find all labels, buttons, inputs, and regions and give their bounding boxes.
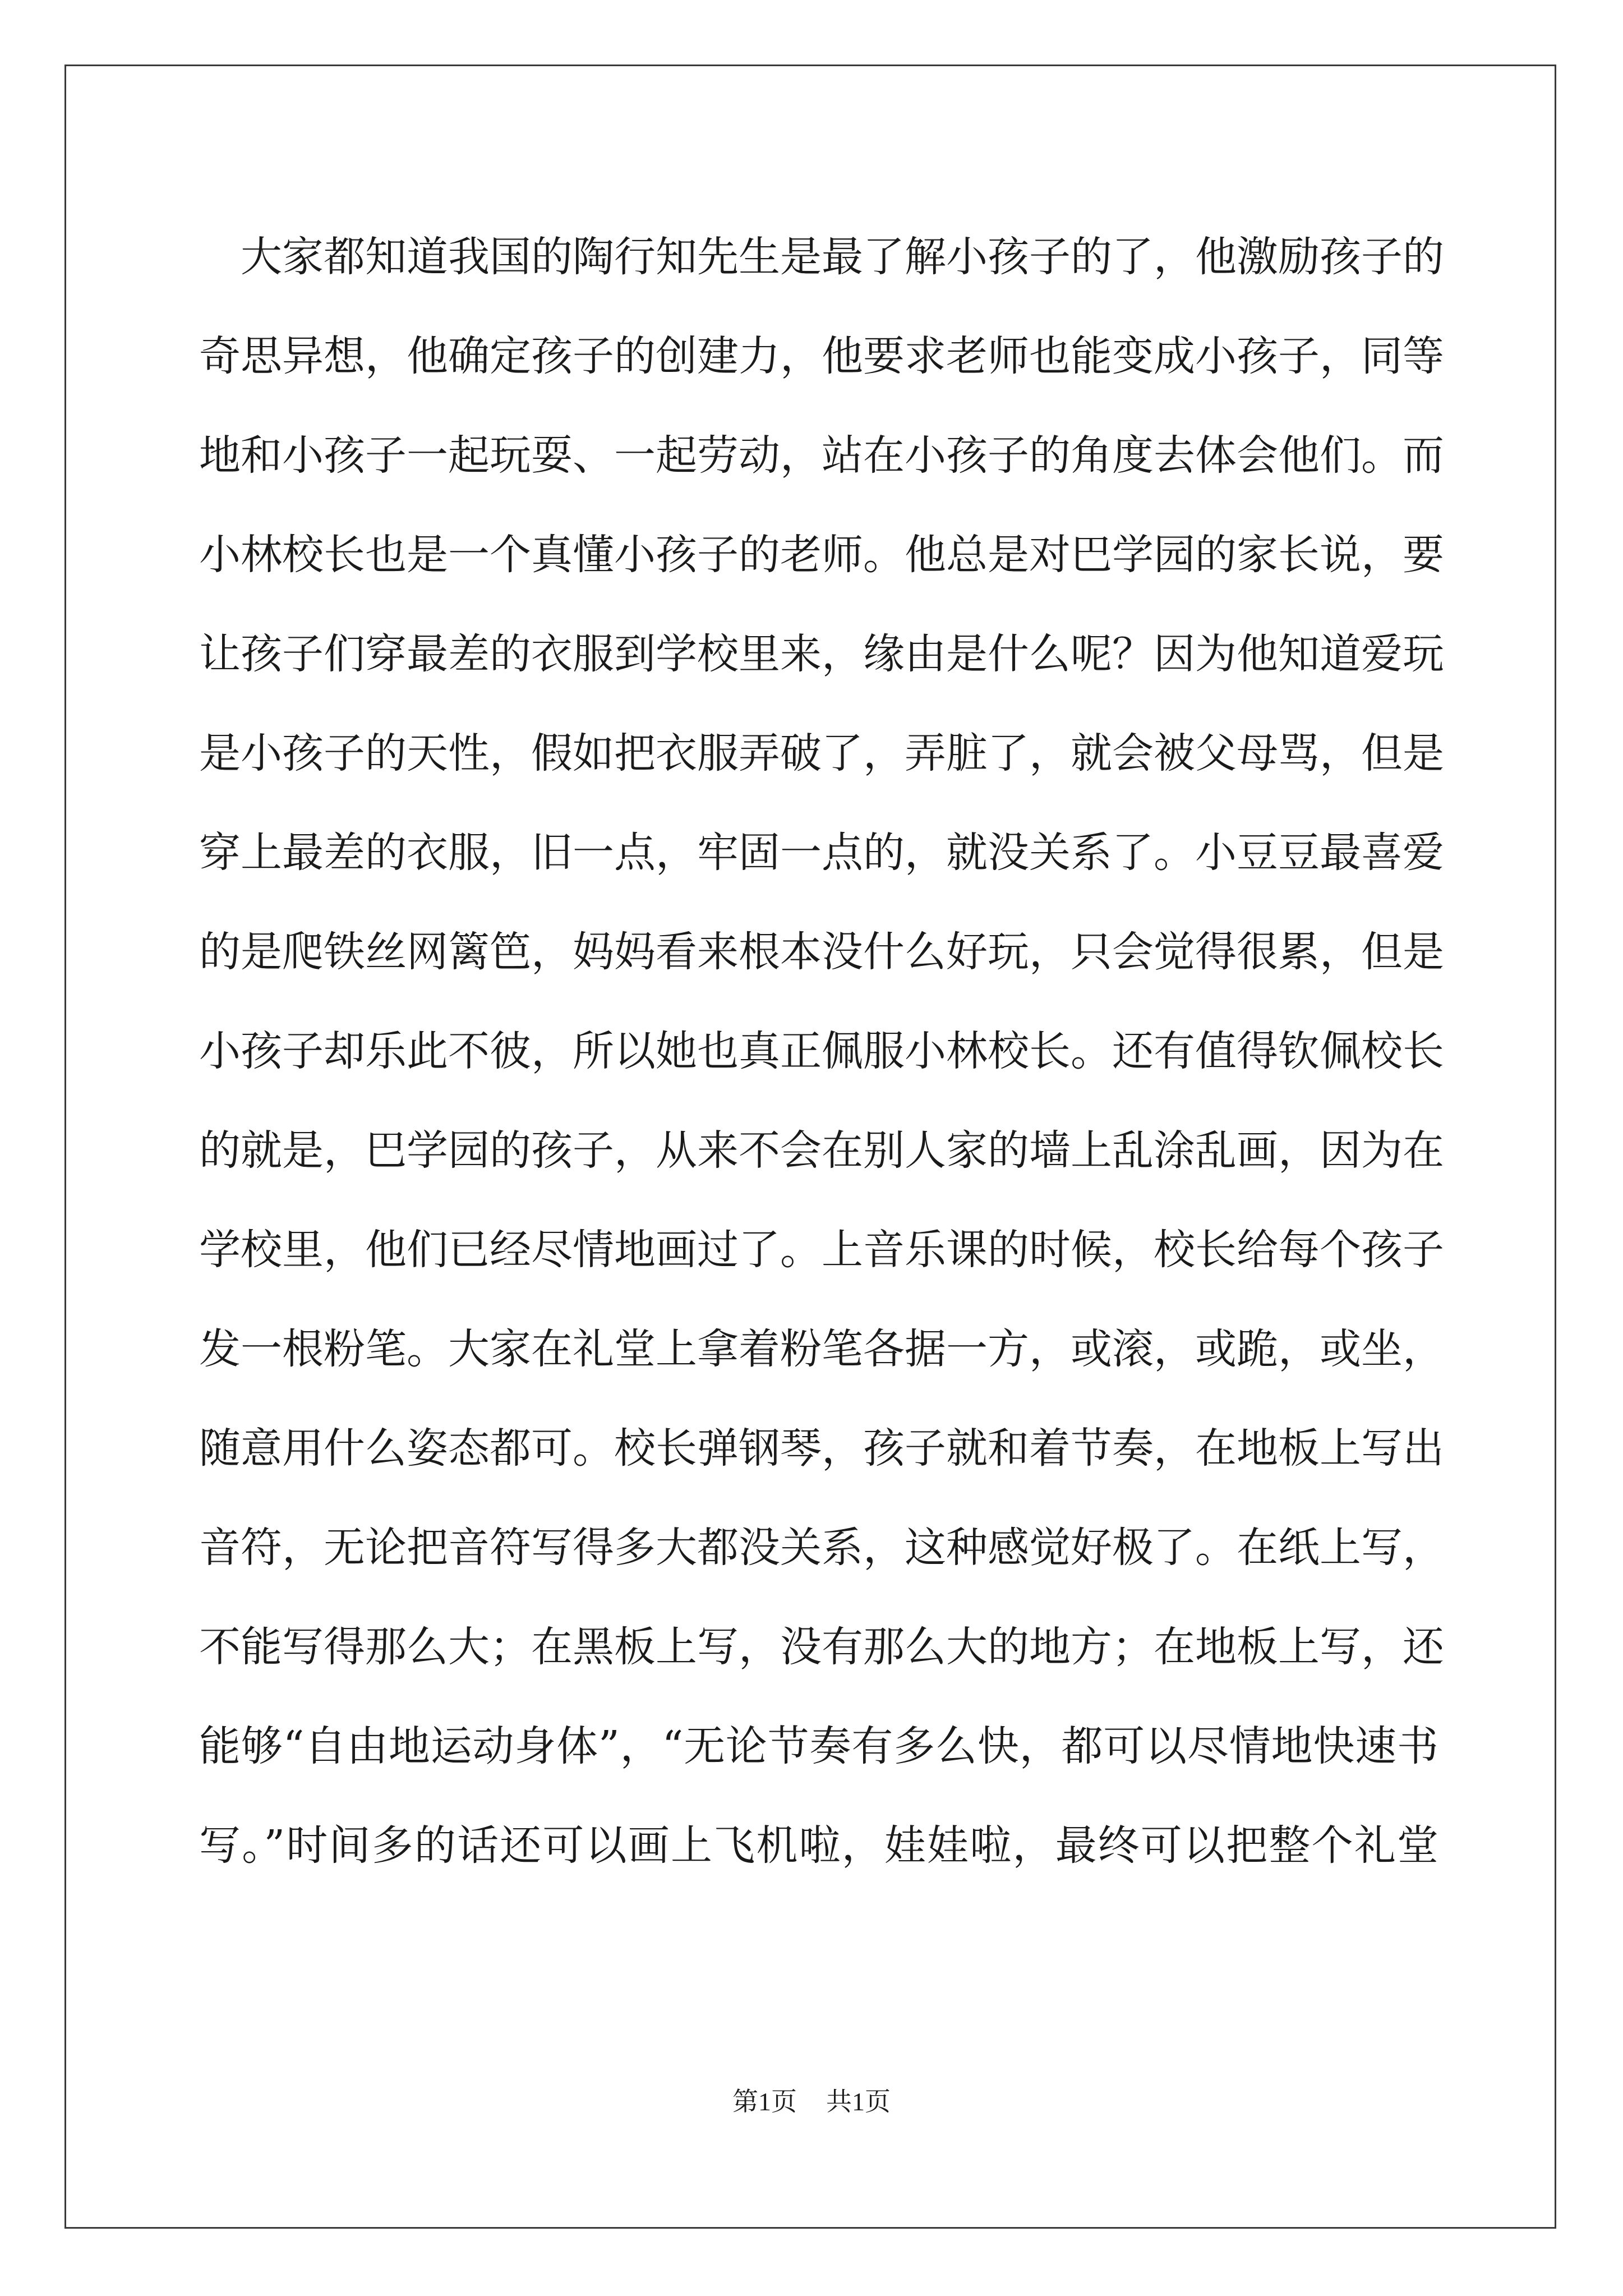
text-line: 让孩子们穿最差的衣服到学校里来，缘由是什么呢？因为他知道爱玩 [199,630,1444,678]
body-paragraph [199,208,1444,1895]
text-line: 写。”时间多的话还可以画上飞机啦，娃娃啦，最终可以把整个礼堂 [199,1821,1438,1870]
page-number: 第1页 [732,2087,797,2116]
text-line: 不能写得那么大；在黑板上写，没有那么大的地方；在地板上写，还 [199,1623,1444,1671]
text-line: 奇思异想，他确定孩子的创建力，他要求老师也能变成小孩子，同等 [199,332,1444,380]
text-line: 是小孩子的天性，假如把衣服弄破了，弄脏了，就会被父母骂，但是 [199,729,1444,777]
text-line: 能够“自由地运动身体”，“无论节奏有多么快，都可以尽情地快速书 [199,1722,1438,1770]
text-line: 发一根粉笔。大家在礼堂上拿着粉笔各据一方，或滚，或跪，或坐， [199,1325,1444,1373]
text-line: 穿上最差的衣服，旧一点，牢固一点的，就没关系了。小豆豆最喜爱 [199,829,1444,877]
text-line: 音符，无论把音符写得多大都没关系，这种感觉好极了。在纸上写， [199,1524,1444,1572]
text-line: 的就是，巴学园的孩子，从来不会在别人家的墙上乱涂乱画，因为在 [199,1126,1444,1175]
text-line: 小孩子却乐此不彼，所以她也真正佩服小林校长。还有值得钦佩校长 [199,1027,1444,1075]
text-line: 小林校长也是一个真懂小孩子的老师。他总是对巴学园的家长说，要 [199,531,1444,579]
page-total: 共1页 [826,2087,891,2116]
page-footer [0,2081,1623,2118]
text-line: 学校里，他们已经尽情地画过了。上音乐课的时候，校长给每个孩子 [199,1226,1444,1274]
text-line: 大家都知道我国的陶行知先生是最了解小孩子的了，他激励孩子的 [241,233,1444,281]
text-line: 地和小孩子一起玩耍、一起劳动，站在小孩子的角度去体会他们。而 [199,431,1444,480]
text-line: 的是爬铁丝网篱笆，妈妈看来根本没什么好玩，只会觉得很累，但是 [199,928,1444,976]
text-line: 随意用什么姿态都可。校长弹钢琴，孩子就和着节奏，在地板上写出 [199,1424,1444,1473]
